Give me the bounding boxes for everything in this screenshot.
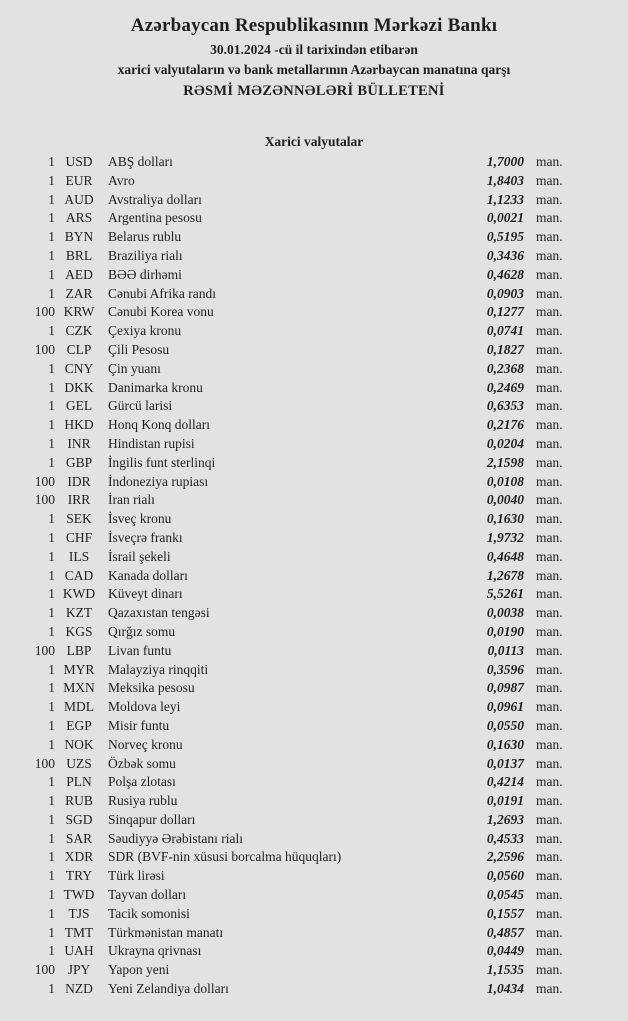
currency-code-cell: INR (67, 435, 91, 451)
table-row (0, 811, 570, 830)
table-row (0, 529, 570, 548)
currency-code-cell: XDR (64, 849, 94, 865)
unit-cell: man. (536, 548, 563, 564)
rate-value-cell: 1,8403 (486, 172, 524, 188)
rate-value-cell: 0,0204 (486, 435, 524, 451)
currency-code-cell: TRY (65, 868, 93, 884)
table-row (0, 209, 570, 228)
unit-cell: man. (536, 172, 563, 188)
currency-code-cell: NZD (65, 981, 93, 997)
table-row (0, 905, 570, 924)
rate-value-cell: 0,0038 (486, 605, 524, 621)
unit-cell: man. (536, 793, 563, 809)
unit-cell: man. (536, 398, 563, 414)
unit-cell: man. (536, 849, 563, 865)
unit-cell: man. (536, 981, 563, 997)
quantity-cell: 1 (48, 398, 55, 414)
table-row (0, 942, 570, 961)
currency-code-cell: UZS (66, 755, 92, 771)
currency-name-cell: Tayvan dolları (108, 887, 187, 903)
currency-code-cell: LBP (66, 642, 92, 658)
currency-name-cell: Misir funtu (108, 717, 170, 733)
quantity-cell: 1 (48, 830, 55, 846)
unit-cell: man. (536, 736, 563, 752)
currency-code-cell: MXN (63, 680, 95, 696)
rate-value-cell: 0,1630 (486, 736, 524, 752)
unit-cell: man. (536, 943, 563, 959)
rate-value-cell: 0,4628 (486, 266, 524, 282)
quantity-cell: 1 (48, 360, 55, 376)
quantity-cell: 1 (48, 623, 55, 639)
rate-value-cell: 0,3596 (486, 661, 524, 677)
currency-code-cell: NOK (64, 736, 94, 752)
currency-code-cell: TWD (63, 887, 95, 903)
currency-code-cell: IRR (67, 492, 91, 508)
currency-code-cell: PLN (66, 774, 92, 790)
currency-code-cell: BRL (65, 247, 93, 263)
currency-name-cell: Ukrayna qrivnası (108, 943, 202, 959)
currency-name-cell: Cənubi Afrika randı (108, 285, 216, 301)
unit-cell: man. (536, 962, 563, 978)
currency-name-cell: Özbək somu (108, 755, 176, 771)
quantity-cell: 1 (48, 586, 55, 602)
currency-name-cell: İsveç kronu (108, 511, 172, 527)
rate-value-cell: 1,1535 (486, 962, 524, 978)
currency-code-cell: EUR (65, 172, 93, 188)
table-row (0, 567, 570, 586)
table-row (0, 642, 570, 661)
rate-value-cell: 5,5261 (486, 586, 524, 602)
currency-name-cell: Türkmənistan manatı (108, 924, 224, 940)
quantity-cell: 1 (48, 417, 55, 433)
rate-value-cell: 0,4214 (486, 774, 524, 790)
currency-code-cell: DKK (64, 379, 94, 395)
unit-cell: man. (536, 379, 563, 395)
currency-name-cell: SDR (BVF-nin xüsusi borcalma hüquqları) (108, 849, 342, 865)
currency-code-cell: JPY (67, 962, 91, 978)
rate-value-cell: 0,0961 (486, 699, 524, 715)
currency-code-cell: KRW (63, 304, 95, 320)
quantity-cell: 1 (48, 511, 55, 527)
unit-cell: man. (536, 642, 563, 658)
quantity-cell: 100 (34, 642, 55, 658)
currency-code-cell: MYR (63, 661, 95, 677)
table-row (0, 736, 570, 755)
table-row (0, 379, 570, 398)
rate-value-cell: 0,0449 (486, 943, 524, 959)
bank-title: Azərbaycan Respublikasının Mərkəzi Bankı (130, 15, 498, 36)
unit-cell: man. (536, 304, 563, 320)
unit-cell: man. (536, 454, 563, 470)
unit-cell: man. (536, 605, 563, 621)
quantity-cell: 1 (48, 680, 55, 696)
unit-cell: man. (536, 905, 563, 921)
currency-code-cell: EGP (66, 717, 92, 733)
quantity-cell: 100 (34, 341, 55, 357)
quantity-cell: 100 (34, 492, 55, 508)
currency-code-cell: UAH (64, 943, 94, 959)
unit-cell: man. (536, 887, 563, 903)
table-row (0, 661, 570, 680)
rate-value-cell: 1,2678 (486, 567, 524, 583)
unit-cell: man. (536, 247, 563, 263)
unit-cell: man. (536, 924, 563, 940)
unit-cell: man. (536, 341, 563, 357)
unit-cell: man. (536, 586, 563, 602)
unit-cell: man. (536, 492, 563, 508)
quantity-cell: 1 (48, 435, 55, 451)
currency-name-cell: Səudiyyə Ərəbistanı rialı (108, 830, 243, 846)
currency-name-cell: Livan funtu (108, 642, 172, 658)
table-row (0, 172, 570, 191)
currency-name-cell: Qazaxıstan tengəsi (108, 605, 210, 621)
rate-value-cell: 0,0021 (486, 210, 524, 226)
currency-code-cell: HKD (64, 417, 94, 433)
currency-code-cell: CLP (66, 341, 92, 357)
rate-value-cell: 0,0987 (486, 680, 524, 696)
currency-code-cell: AUD (64, 191, 94, 207)
currency-name-cell: Argentina pesosu (108, 210, 202, 226)
table-row (0, 548, 570, 567)
currency-name-cell: Honq Konq dolları (108, 417, 210, 433)
rate-value-cell: 0,3436 (486, 247, 524, 263)
quantity-cell: 1 (48, 548, 55, 564)
rate-value-cell: 0,2176 (486, 417, 524, 433)
table-row (0, 341, 570, 360)
unit-cell: man. (536, 717, 563, 733)
quantity-cell: 1 (48, 266, 55, 282)
unit-cell: man. (536, 774, 563, 790)
currency-code-cell: AED (65, 266, 93, 282)
currency-code-cell: ARS (65, 210, 93, 226)
table-row (0, 867, 570, 886)
rate-value-cell: 1,9732 (486, 529, 524, 545)
rate-value-cell: 0,0108 (486, 473, 524, 489)
currency-code-cell: RUB (65, 793, 93, 809)
currency-code-cell: TMT (64, 924, 94, 940)
rate-value-cell: 0,2368 (486, 360, 524, 376)
table-row (0, 303, 570, 322)
currency-code-cell: SAR (65, 830, 93, 846)
table-row (0, 848, 570, 867)
quantity-cell: 1 (48, 661, 55, 677)
currency-name-cell: Norveç kronu (108, 736, 183, 752)
currency-code-cell: ZAR (65, 285, 93, 301)
rate-value-cell: 2,1598 (486, 454, 524, 470)
currency-name-cell: Rusiya rublu (108, 793, 178, 809)
quantity-cell: 1 (48, 943, 55, 959)
currency-code-cell: KGS (65, 623, 93, 639)
quantity-cell: 1 (48, 323, 55, 339)
quantity-cell: 1 (48, 229, 55, 245)
currency-name-cell: Yapon yeni (108, 962, 170, 978)
table-row (0, 153, 570, 172)
currency-code-cell: SEK (66, 511, 92, 527)
currency-name-cell: Çexiya kronu (108, 323, 182, 339)
rate-value-cell: 0,1277 (486, 304, 524, 320)
unit-cell: man. (536, 811, 563, 827)
currency-name-cell: Yeni Zelandiya dolları (108, 981, 229, 997)
quantity-cell: 1 (48, 849, 55, 865)
unit-cell: man. (536, 154, 563, 169)
unit-cell: man. (536, 830, 563, 846)
table-row (0, 698, 570, 717)
table-row (0, 924, 570, 943)
rate-value-cell: 0,4533 (486, 830, 524, 846)
rate-value-cell: 0,0550 (486, 717, 524, 733)
quantity-cell: 1 (48, 379, 55, 395)
currency-name-cell: İran rialı (108, 492, 155, 508)
table-row (0, 266, 570, 285)
currency-code-cell: CZK (65, 323, 93, 339)
table-row (0, 755, 570, 774)
quantity-cell: 1 (48, 887, 55, 903)
rate-value-cell: 1,7000 (486, 154, 524, 169)
currency-name-cell: Belarus rublu (108, 229, 182, 245)
currency-code-cell: CAD (64, 567, 94, 583)
rates-table (0, 153, 628, 999)
rate-value-cell: 1,0434 (486, 981, 524, 997)
currency-code-cell: BYN (64, 229, 94, 245)
quantity-cell: 1 (48, 924, 55, 940)
unit-cell: man. (536, 661, 563, 677)
rate-value-cell: 0,1827 (486, 341, 524, 357)
quantity-cell: 1 (48, 811, 55, 827)
currency-code-cell: ILS (68, 548, 90, 564)
unit-cell: man. (536, 285, 563, 301)
quantity-cell: 1 (48, 247, 55, 263)
rate-value-cell: 1,2693 (486, 811, 524, 827)
currency-name-cell: Danimarka kronu (108, 379, 203, 395)
table-row (0, 228, 570, 247)
quantity-cell: 1 (48, 605, 55, 621)
table-row (0, 604, 570, 623)
unit-cell: man. (536, 680, 563, 696)
quantity-cell: 1 (48, 172, 55, 188)
table-row (0, 773, 570, 792)
currency-name-cell: İndoneziya rupiası (108, 473, 209, 489)
rate-value-cell: 0,1630 (486, 511, 524, 527)
quantity-cell: 1 (48, 793, 55, 809)
table-row (0, 416, 570, 435)
rate-value-cell: 0,0191 (486, 793, 524, 809)
rate-value-cell: 0,0137 (486, 755, 524, 771)
quantity-cell: 100 (34, 304, 55, 320)
section-title-foreign-currencies: Xarici valyutalar (264, 134, 364, 149)
currency-name-cell: Polşa zlotası (108, 774, 176, 790)
currency-name-cell: Çin yuanı (108, 360, 161, 376)
currency-name-cell: Avstraliya dolları (108, 191, 202, 207)
currency-name-cell: ABŞ dolları (108, 154, 173, 169)
quantity-cell: 1 (48, 191, 55, 207)
table-row (0, 397, 570, 416)
table-row (0, 491, 570, 510)
currency-name-cell: Avro (108, 172, 135, 188)
rate-value-cell: 0,6353 (486, 398, 524, 414)
table-row (0, 285, 570, 304)
unit-cell: man. (536, 266, 563, 282)
table-row (0, 961, 570, 980)
rate-value-cell: 0,4857 (486, 924, 524, 940)
table-row (0, 585, 570, 604)
table-row (0, 435, 570, 454)
rate-value-cell: 0,0560 (486, 868, 524, 884)
unit-cell: man. (536, 360, 563, 376)
currency-code-cell: TJS (68, 905, 90, 921)
unit-cell: man. (536, 567, 563, 583)
quantity-cell: 1 (48, 981, 55, 997)
quantity-cell: 1 (48, 868, 55, 884)
table-row (0, 717, 570, 736)
currency-name-cell: BƏƏ dirhəmi (108, 266, 182, 282)
rate-value-cell: 0,1557 (486, 905, 524, 921)
currency-name-cell: Braziliya rialı (108, 247, 183, 263)
currency-name-cell: İngilis funt sterlinqi (108, 454, 216, 470)
currency-code-cell: CHF (65, 529, 93, 545)
bulletin-title: RƏSMİ MƏZƏNNƏLƏRİ BÜLLETENİ (183, 83, 445, 99)
currency-code-cell: GEL (65, 398, 93, 414)
currency-code-cell: SGD (65, 811, 93, 827)
table-row (0, 830, 570, 849)
rate-value-cell: 1,1233 (486, 191, 524, 207)
currency-name-cell: Çili Pesosu (108, 341, 170, 357)
currency-name-cell: İsveçrə frankı (108, 529, 183, 545)
rate-value-cell: 2,2596 (486, 849, 524, 865)
currency-code-cell: IDR (67, 473, 91, 489)
table-row (0, 980, 570, 999)
currency-name-cell: Hindistan rupisi (108, 435, 195, 451)
unit-cell: man. (536, 529, 563, 545)
currency-name-cell: Gürcü larisi (108, 398, 173, 414)
quantity-cell: 1 (48, 285, 55, 301)
quantity-cell: 1 (48, 774, 55, 790)
unit-cell: man. (536, 191, 563, 207)
table-row (0, 510, 570, 529)
rate-value-cell: 0,4648 (486, 548, 524, 564)
unit-cell: man. (536, 229, 563, 245)
quantity-cell: 1 (48, 567, 55, 583)
quantity-cell: 1 (48, 905, 55, 921)
quantity-cell: 1 (48, 717, 55, 733)
table-row (0, 679, 570, 698)
rate-value-cell: 0,0190 (486, 623, 524, 639)
table-row (0, 360, 570, 379)
quantity-cell: 1 (48, 154, 55, 169)
table-row (0, 473, 570, 492)
currency-name-cell: Qırğız somu (108, 623, 176, 639)
unit-cell: man. (536, 755, 563, 771)
quantity-cell: 1 (48, 529, 55, 545)
currency-name-cell: Malayziya rinqqiti (108, 661, 209, 677)
currency-code-cell: USD (65, 154, 93, 169)
currency-name-cell: Küveyt dinarı (108, 586, 183, 602)
rate-value-cell: 0,5195 (486, 229, 524, 245)
quantity-cell: 100 (34, 962, 55, 978)
currency-name-cell: Sinqapur dolları (108, 811, 196, 827)
unit-cell: man. (536, 473, 563, 489)
currency-name-cell: İsrail şekeli (108, 548, 171, 564)
quantity-cell: 1 (48, 699, 55, 715)
currency-name-cell: Moldova leyi (108, 699, 181, 715)
rate-value-cell: 0,0903 (486, 285, 524, 301)
unit-cell: man. (536, 417, 563, 433)
unit-cell: man. (536, 623, 563, 639)
rate-value-cell: 0,2469 (486, 379, 524, 395)
bulletin-subtitle: xarici valyutaların və bank metallarının Azərbaycan manatına qarşı (117, 62, 511, 77)
unit-cell: man. (536, 210, 563, 226)
unit-cell: man. (536, 511, 563, 527)
unit-cell: man. (536, 435, 563, 451)
currency-code-cell: MDL (64, 699, 94, 715)
unit-cell: man. (536, 699, 563, 715)
table-row (0, 247, 570, 266)
rate-value-cell: 0,0741 (486, 323, 524, 339)
effective-date-line: 30.01.2024 -cü il tarixindən etibarən (210, 42, 418, 57)
table-row (0, 191, 570, 210)
quantity-cell: 1 (48, 210, 55, 226)
currency-code-cell: KWD (62, 586, 96, 602)
unit-cell: man. (536, 868, 563, 884)
currency-name-cell: Türk lirəsi (108, 868, 165, 884)
rate-value-cell: 0,0040 (486, 492, 524, 508)
table-row (0, 322, 570, 341)
table-row (0, 886, 570, 905)
currency-name-cell: Kanada dolları (108, 567, 188, 583)
table-row (0, 792, 570, 811)
currency-name-cell: Tacik somonisi (108, 905, 190, 921)
currency-name-cell: Cənubi Korea vonu (108, 304, 214, 320)
currency-code-cell: KZT (65, 605, 93, 621)
currency-code-cell: CNY (64, 360, 94, 376)
table-row (0, 623, 570, 642)
currency-name-cell: Meksika pesosu (108, 680, 195, 696)
quantity-cell: 1 (48, 454, 55, 470)
quantity-cell: 100 (34, 473, 55, 489)
quantity-cell: 100 (34, 755, 55, 771)
unit-cell: man. (536, 323, 563, 339)
currency-code-cell: GBP (65, 454, 93, 470)
table-row (0, 454, 570, 473)
quantity-cell: 1 (48, 736, 55, 752)
rate-value-cell: 0,0545 (486, 887, 524, 903)
rate-value-cell: 0,0113 (487, 642, 524, 658)
